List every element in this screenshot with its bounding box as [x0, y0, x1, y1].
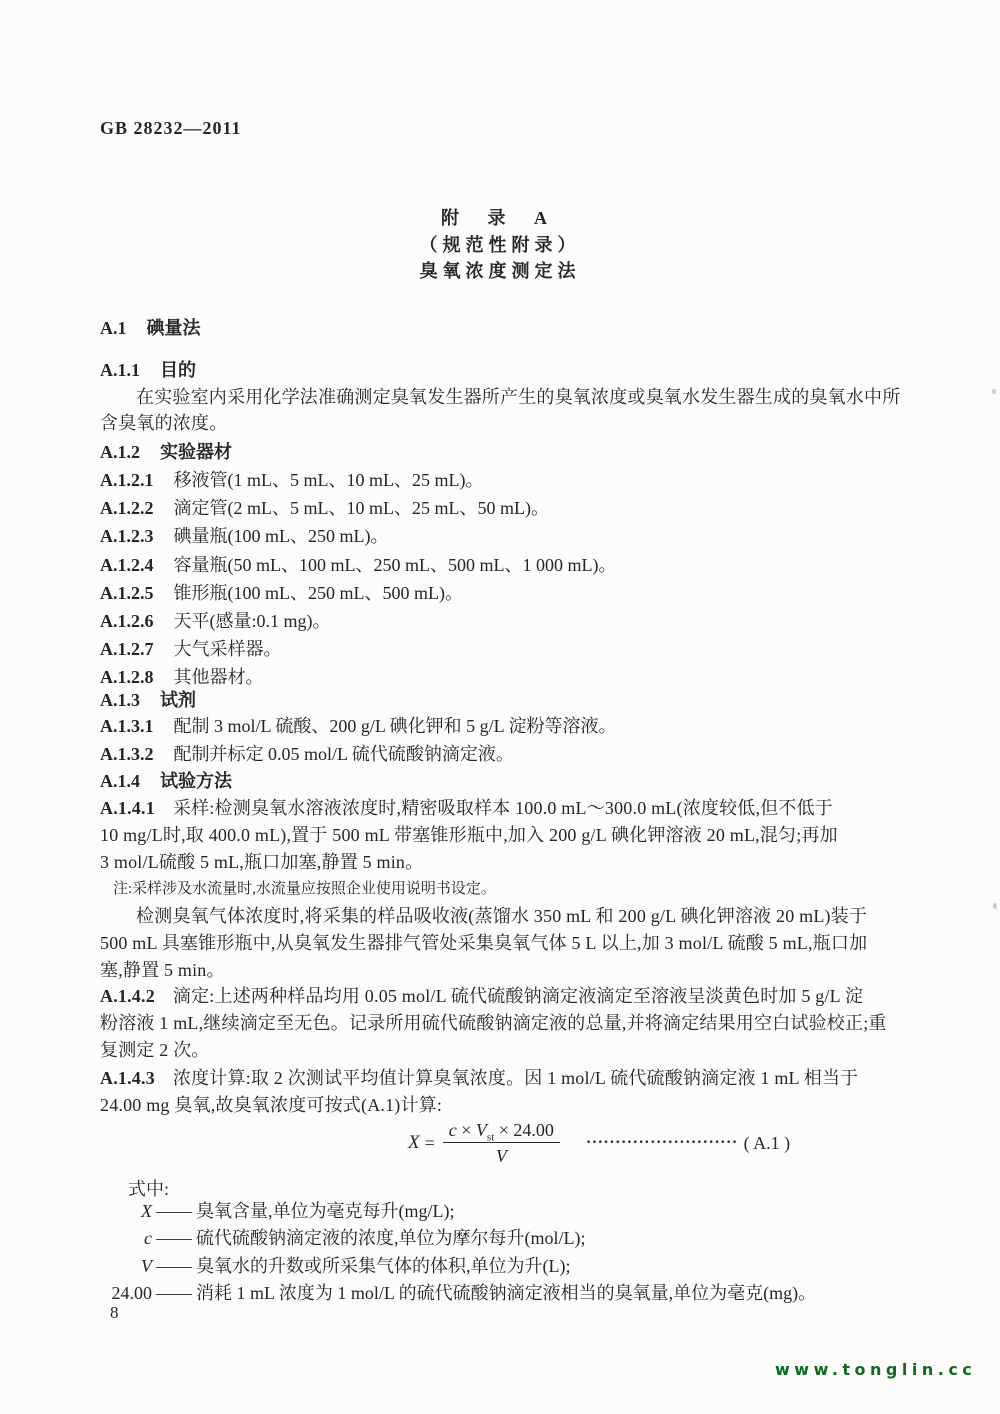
text-line: A.1.4.2 滴定:上述两种样品均用 0.05 mol/L 硫代硫酸钠滴定液滴定至溶液呈淡黄色时加 5 g/L 淀: [100, 986, 864, 1006]
equation-a1: [408, 1120, 790, 1167]
scan-speck: [992, 389, 996, 394]
clause-title: 碘量法: [146, 318, 201, 338]
text-line: 10 mg/L时,取 400.0 mL),置于 500 mL 带塞锥形瓶中,加入 200 g/L 碘化钾溶液 20 mL,混匀;再加: [100, 825, 838, 845]
where-label: 式中:: [128, 1179, 170, 1199]
equipment-list: [100, 466, 616, 692]
text-line: A.1.4.3 浓度计算:取 2 次测试平均值计算臭氧浓度。因 1 mol/L 硫代硫酸钠滴定液 1 mL 相当于: [100, 1068, 859, 1088]
fraction: [443, 1120, 560, 1167]
equals-sign: =: [424, 1132, 435, 1153]
paragraph-a141-gas: [100, 903, 930, 984]
clause-a11: [100, 356, 196, 382]
symbol: V: [141, 1255, 152, 1276]
definition-row: 24.00 —— 消耗 1 mL 浓度为 1 mol/L 的硫代硫酸钠滴定液相当的臭氧量,单位为毫克(mg)。: [84, 1280, 816, 1307]
appendix-subtitle: （规范性附录）: [419, 235, 581, 255]
list-item: A.1.2.4 容量瓶(50 mL、100 mL、250 mL、500 mL、1 000 mL)。: [100, 554, 617, 575]
definition-row: V —— 臭氧水的升数或所采集气体的体积,单位为升(L);: [84, 1253, 816, 1280]
clause-title: 实验器材: [160, 442, 232, 462]
text-line: 24.00 mg 臭氧,故臭氧浓度可按式(A.1)计算:: [100, 1095, 443, 1115]
text-line: A.1.4.1 采样:检测臭氧水溶液浓度时,精密吸取样本 100.0 mL～300.0 mL(浓度较低,但不低于: [100, 798, 833, 818]
list-item: A.1.2.5 锥形瓶(100 mL、250 mL、500 mL)。: [100, 582, 463, 603]
note: 注:采样涉及水流量时,水流量应按照企业使用说明书设定。: [113, 881, 496, 897]
clause-number: A.1: [100, 318, 127, 338]
paragraph-a11: [100, 384, 930, 436]
clause-a12: [100, 438, 232, 464]
text-line: 在实验室内采用化学法准确测定臭氧发生器所产生的臭氧浓度或臭氧水发生器生成的臭氧水中所: [136, 387, 901, 407]
list-item: A.1.2.6 天平(感量:0.1 mg)。: [100, 611, 331, 632]
paragraph-a141: [100, 795, 930, 876]
clause-number: A.1.2: [100, 442, 140, 462]
clause-a1: [100, 314, 201, 340]
text-line: 复测定 2 次。: [100, 1040, 210, 1060]
standard-number: GB 28232—2011: [100, 118, 242, 138]
definition-row: X —— 臭氧含量,单位为毫克每升(mg/L);: [84, 1198, 816, 1225]
page-number: 8: [110, 1303, 119, 1322]
symbol-definitions: [84, 1198, 816, 1308]
list-item: A.1.3.2 配制并标定 0.05 mol/L 硫代硫酸钠滴定液。: [100, 744, 514, 764]
symbol: X: [141, 1201, 152, 1221]
dot-leader: ··························: [585, 1134, 738, 1152]
text-line: 塞,静置 5 min。: [100, 960, 225, 980]
clause-a13: [100, 686, 196, 712]
clause-number: A.1.4: [100, 771, 140, 791]
clause-number: A.1.3: [100, 690, 140, 710]
equation-lhs: X: [408, 1132, 420, 1154]
clause-title: 试验方法: [160, 771, 232, 791]
scan-speck: [993, 903, 997, 909]
text-line: 含臭氧的浓度。: [100, 413, 228, 433]
equation-label: ( A.1 ): [743, 1132, 791, 1153]
symbol: 24.00: [111, 1283, 152, 1304]
clause-a14: [100, 767, 232, 793]
symbol: c: [144, 1228, 152, 1249]
text-line: 3 mol/L硫酸 5 mL,瓶口加塞,静置 5 min。: [100, 852, 424, 872]
list-item: A.1.2.2 滴定管(2 mL、5 mL、10 mL、25 mL、50 mL)。: [100, 498, 549, 519]
clause-number: A.1.1: [100, 360, 140, 380]
clause-title: 试剂: [160, 690, 196, 710]
paragraph-a143: [100, 1065, 930, 1119]
clause-title: 目的: [160, 360, 196, 380]
text-line: 检测臭氧气体浓度时,将采集的样品吸收液(蒸馏水 350 mL 和 200 g/L 碘化钾溶液 20 mL)装于: [136, 906, 868, 926]
list-item: A.1.2.3 碘量瓶(100 mL、250 mL)。: [100, 526, 389, 547]
paragraph-a142: [100, 983, 930, 1064]
list-item: A.1.2.1 移液管(1 mL、5 mL、10 mL、25 mL)。: [100, 470, 484, 490]
list-item: A.1.2.8 其他器材。: [100, 667, 264, 688]
list-item: A.1.3.1 配制 3 mol/L 硫酸、200 g/L 碘化钾和 5 g/L 淀粉等溶液。: [100, 716, 617, 736]
appendix-title: 附 录 A: [441, 208, 559, 228]
watermark-url: www.tonglin.cc: [775, 1360, 977, 1379]
list-item: A.1.2.7 大气采样器。: [100, 639, 282, 660]
fraction-numerator: $c \times V_{st} \times 24.00$: [443, 1120, 560, 1143]
definition-row: c —— 硫代硫酸钠滴定液的浓度,单位为摩尔每升(mol/L);: [84, 1225, 816, 1252]
appendix-heading: 臭氧浓度测定法: [419, 261, 581, 281]
fraction-denominator: V: [495, 1145, 507, 1166]
text-line: 粉溶液 1 mL,继续滴定至无色。记录所用硫代硫酸钠滴定液的总量,并将滴定结果用空白试验校正;重: [100, 1013, 887, 1033]
text-line: 500 mL 具塞锥形瓶中,从臭氧发生器排气管处采集臭氧气体 5 L 以上,加 3 mol/L 硫酸 5 mL,瓶口加: [100, 933, 868, 953]
